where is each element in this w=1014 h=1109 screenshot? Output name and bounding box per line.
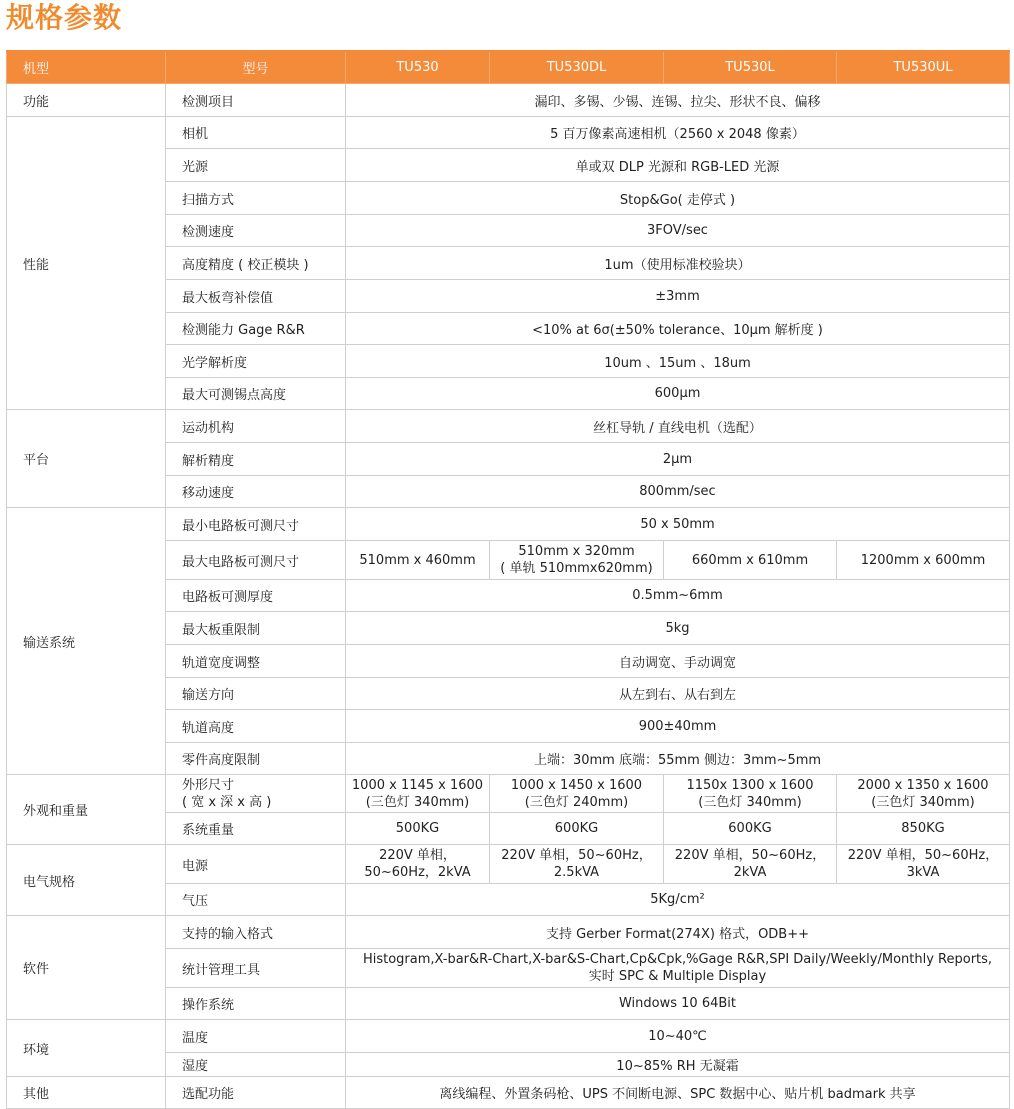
value-tu530dl xyxy=(490,845,664,884)
header-machine: 机型 xyxy=(7,51,166,84)
value-tu530 xyxy=(346,775,490,813)
param-label: 相机 xyxy=(166,117,346,149)
value-tu530l: 660mm x 610mm xyxy=(664,541,837,580)
category-performance: 性能 xyxy=(7,117,166,410)
param-label: 解析精度 xyxy=(166,443,346,476)
param-label: 温度 xyxy=(166,1020,346,1053)
value-line: 3kVA xyxy=(906,865,940,880)
param-label: 轨道高度 xyxy=(166,710,346,743)
value-line: (三色灯 340mm) xyxy=(698,794,802,810)
param-label: 高度精度 ( 校正模块 ) xyxy=(166,247,346,280)
param-value: 50 x 50mm xyxy=(346,508,1010,541)
value-line: Histogram,X-bar&R-Chart,X-bar&S-Chart,Cp&Cpk,%Gage R&R,SPI Daily/Weekly/Monthly Reports, xyxy=(362,952,993,967)
table-header-row xyxy=(7,51,1010,84)
param-label xyxy=(166,775,346,813)
value-line: 1150x 1300 x 1600 xyxy=(686,777,814,793)
value-tu530dl: 600KG xyxy=(490,813,664,845)
param-value: 3FOV/sec xyxy=(346,215,1010,247)
value-tu530ul xyxy=(837,845,1010,884)
param-value: Windows 10 64Bit xyxy=(346,988,1010,1020)
header-tu530ul: TU530UL xyxy=(837,51,1010,84)
table-row xyxy=(7,1077,1010,1109)
table-row xyxy=(7,508,1010,541)
param-label: 检测项目 xyxy=(166,84,346,117)
param-label: 电源 xyxy=(166,845,346,884)
param-value: Stop&Go( 走停式 ) xyxy=(346,182,1010,215)
param-label: 轨道宽度调整 xyxy=(166,645,346,678)
param-value: 10um 、15um 、18um xyxy=(346,345,1010,378)
param-value: ±3mm xyxy=(346,280,1010,313)
spec-table xyxy=(6,50,1010,1109)
param-value: 5 百万像素高速相机（2560 x 2048 像素） xyxy=(346,117,1010,149)
value-line: 220V 单相，50~60Hz， xyxy=(674,848,826,863)
param-label: 检测速度 xyxy=(166,215,346,247)
param-label: 最大电路板可测尺寸 xyxy=(166,541,346,580)
label-line: 外形尺寸 xyxy=(182,777,235,793)
param-value: 900±40mm xyxy=(346,710,1010,743)
param-label: 操作系统 xyxy=(166,988,346,1020)
value-line: (三色灯 240mm) xyxy=(524,794,629,810)
header-tu530l: TU530L xyxy=(664,51,837,84)
header-model: 型号 xyxy=(166,51,346,84)
table-row xyxy=(7,410,1010,443)
header-tu530dl: TU530DL xyxy=(490,51,664,84)
param-value: 10~85% RH 无凝霜 xyxy=(346,1053,1010,1077)
value-tu530l: 600KG xyxy=(664,813,837,845)
param-label: 最大可测锡点高度 xyxy=(166,378,346,410)
value-line: 2.5kVA xyxy=(553,865,600,880)
param-value: <10% at 6σ(±50% tolerance、10μm 解析度 ) xyxy=(346,313,1010,345)
category-software: 软件 xyxy=(7,916,166,1020)
param-value: 600μm xyxy=(346,378,1010,410)
value-line: 实时 SPC & Multiple Display xyxy=(588,969,767,984)
param-label: 光学解析度 xyxy=(166,345,346,378)
param-value xyxy=(346,949,1010,988)
param-label: 光源 xyxy=(166,149,346,182)
param-label: 电路板可测厚度 xyxy=(166,580,346,612)
value-line: 1000 x 1450 x 1600 xyxy=(510,777,643,793)
param-label: 最小电路板可测尺寸 xyxy=(166,508,346,541)
param-value: 2μm xyxy=(346,443,1010,476)
param-label: 系统重量 xyxy=(166,813,346,845)
value-tu530ul xyxy=(837,775,1010,813)
param-value: 10~40℃ xyxy=(346,1020,1010,1053)
value-line: 220V 单相，50~60Hz， xyxy=(847,848,999,863)
value-line: 220V 单相， xyxy=(379,848,456,863)
param-label: 湿度 xyxy=(166,1053,346,1077)
value-line: ( 单轨 510mmx620mm) xyxy=(500,561,653,576)
param-value: 上端：30mm 底端：55mm 侧边：3mm~5mm xyxy=(346,743,1010,775)
category-conveyor: 输送系统 xyxy=(7,508,166,775)
value-line: 220V 单相，50~60Hz， xyxy=(501,848,652,863)
value-tu530dl xyxy=(490,775,664,813)
param-label: 气压 xyxy=(166,884,346,916)
param-label: 统计管理工具 xyxy=(166,949,346,988)
param-value: 漏印、多锡、少锡、连锡、拉尖、形状不良、偏移 xyxy=(346,84,1010,117)
table-row xyxy=(7,117,1010,149)
param-value: 单或双 DLP 光源和 RGB-LED 光源 xyxy=(346,149,1010,182)
value-tu530: 510mm x 460mm xyxy=(346,541,490,580)
category-other: 其他 xyxy=(7,1077,166,1109)
value-tu530 xyxy=(346,845,490,884)
category-appearance: 外观和重量 xyxy=(7,775,166,845)
param-value: 0.5mm~6mm xyxy=(346,580,1010,612)
param-value: 5Kg/cm² xyxy=(346,884,1010,916)
category-environment: 环境 xyxy=(7,1020,166,1077)
param-label: 最大板重限制 xyxy=(166,612,346,645)
param-value: 800mm/sec xyxy=(346,476,1010,508)
value-line: (三色灯 340mm) xyxy=(365,794,470,810)
value-line: 2000 x 1350 x 1600 xyxy=(857,777,989,793)
category-function: 功能 xyxy=(7,84,166,117)
param-value: 从左到右、从右到左 xyxy=(346,678,1010,710)
table-row xyxy=(7,84,1010,117)
value-line: (三色灯 340mm) xyxy=(871,794,975,810)
category-platform: 平台 xyxy=(7,410,166,508)
value-tu530: 500KG xyxy=(346,813,490,845)
param-value: 1um（使用标准校验块） xyxy=(346,247,1010,280)
param-label: 最大板弯补偿值 xyxy=(166,280,346,313)
param-value: 离线编程、外置条码枪、UPS 不间断电源、SPC 数据中心、贴片机 badmark 共享 xyxy=(346,1077,1010,1109)
table-row xyxy=(7,1020,1010,1053)
table-row xyxy=(7,775,1010,813)
value-line: 1000 x 1145 x 1600 xyxy=(351,777,484,793)
value-tu530dl xyxy=(490,541,664,580)
param-label: 选配功能 xyxy=(166,1077,346,1109)
param-value: 自动调宽、手动调宽 xyxy=(346,645,1010,678)
param-label: 运动机构 xyxy=(166,410,346,443)
param-value: 支持 Gerber Format(274X) 格式，ODB++ xyxy=(346,916,1010,949)
value-tu530l xyxy=(664,775,837,813)
value-tu530ul: 850KG xyxy=(837,813,1010,845)
value-line: 2kVA xyxy=(733,865,767,880)
param-label: 检测能力 Gage R&R xyxy=(166,313,346,345)
page-title: 规格参数 xyxy=(6,1,123,34)
table-row xyxy=(7,916,1010,949)
label-line: ( 宽 x 深 x 高 ) xyxy=(182,794,272,810)
param-label: 扫描方式 xyxy=(166,182,346,215)
param-value: 5kg xyxy=(346,612,1010,645)
value-tu530l xyxy=(664,845,837,884)
value-line: 50~60Hz，2kVA xyxy=(364,865,471,880)
param-value: 丝杠导轨 / 直线电机（选配） xyxy=(346,410,1010,443)
param-label: 移动速度 xyxy=(166,476,346,508)
category-electrical: 电气规格 xyxy=(7,845,166,916)
param-label: 零件高度限制 xyxy=(166,743,346,775)
header-tu530: TU530 xyxy=(346,51,490,84)
table-row xyxy=(7,845,1010,884)
param-label: 支持的输入格式 xyxy=(166,916,346,949)
value-line: 510mm x 320mm xyxy=(518,544,635,559)
param-label: 输送方向 xyxy=(166,678,346,710)
value-tu530ul: 1200mm x 600mm xyxy=(837,541,1010,580)
